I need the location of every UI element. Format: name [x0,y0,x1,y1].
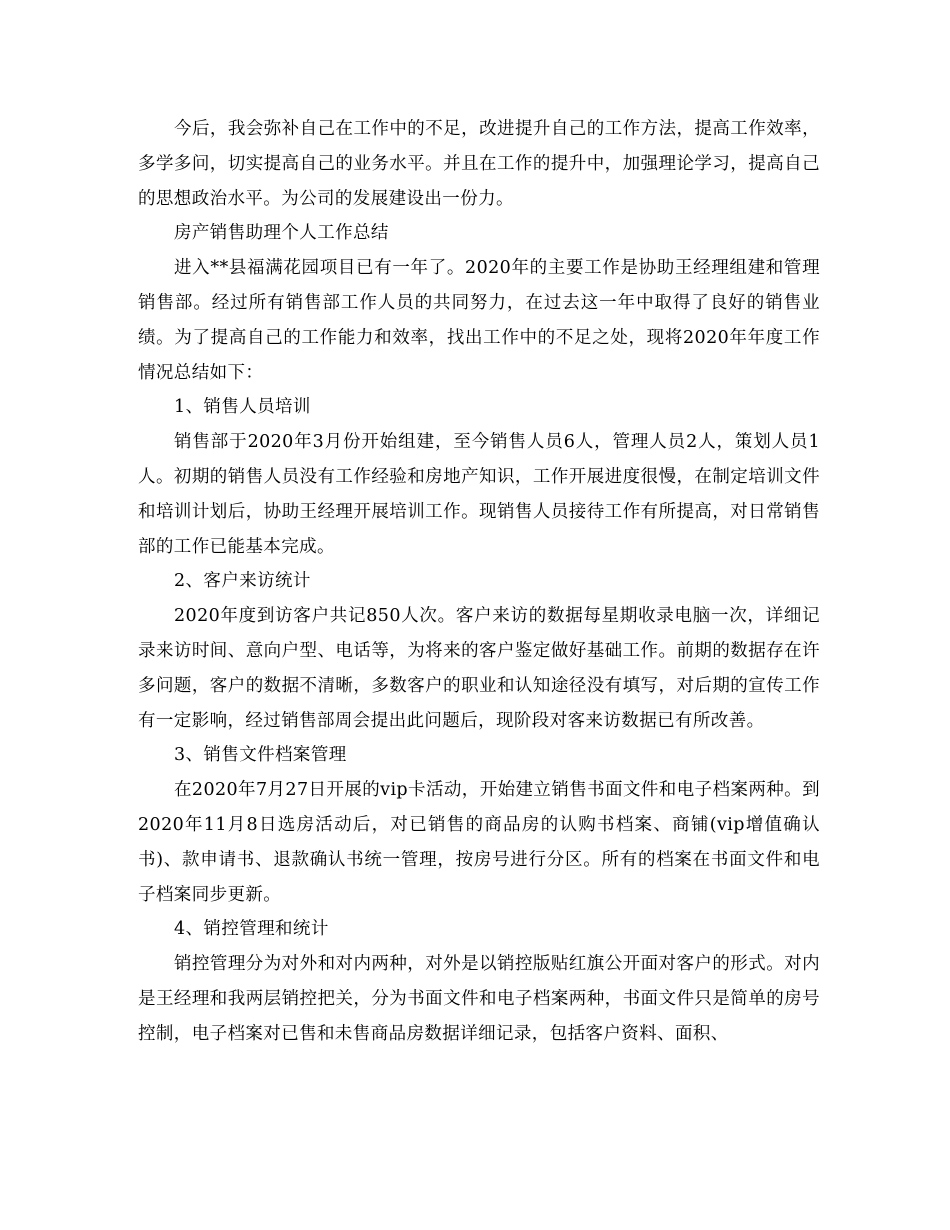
paragraph-file-management: 在2020年7月27日开展的vip卡活动，开始建立销售书面文件和电子档案两种。到2020年11月8日选房活动后，对已销售的商品房的认购书档案、商铺(vip增值确认书)、款申请书、退款确认书统一管理，按房号进行分区。所有的档案在书面文件和电子档案同步更新。 [138,780,820,905]
heading-sales-control: 4、销控管理和统计 [174,919,329,940]
document-body [138,112,820,1052]
section-title: 房产销售助理个人工作总结 [174,223,389,244]
paragraph-closing-remarks: 今后，我会弥补自己在工作中的不足，改进提升自己的工作方法，提高工作效率，多学多问，切实提高自己的业务水平。并且在工作的提升中，加强理论学习，提高自己的思想政治水平。为公司的发展建设出一份力。 [138,119,820,209]
paragraph-sales-control: 销控管理分为对外和对内两种，对外是以销控版贴红旗公开面对客户的形式。对内是王经理和我两层销控把关，分为书面文件和电子档案两种，书面文件只是简单的房号控制，电子档案对已售和未售商品房数据详细记录，包括客户资料、面积、 [138,954,820,1044]
paragraph-intro: 进入**县福满花园项目已有一年了。2020年的主要工作是协助王经理组建和管理销售部。经过所有销售部工作人员的共同努力，在过去这一年中取得了良好的销售业绩。为了提高自己的工作能力和效率，找出工作中的不足之处，现将2020年年度工作情况总结如下： [138,258,820,383]
paragraph-visitor-stats: 2020年度到访客户共记850人次。客户来访的数据每星期收录电脑一次，详细记录来访时间、意向户型、电话等，为将来的客户鉴定做好基础工作。前期的数据存在许多问题，客户的数据不清晰，多数客户的职业和认知途径没有填写，对后期的宣传工作有一定影响，经过销售部周会提出此问题后，现阶段对客来访数据已有所改善。 [138,606,820,731]
heading-visitor-stats: 2、客户来访统计 [174,571,311,592]
heading-sales-training: 1、销售人员培训 [174,397,311,418]
heading-file-management: 3、销售文件档案管理 [174,745,347,766]
paragraph-sales-training: 销售部于2020年3月份开始组建，至今销售人员6人，管理人员2人，策划人员1人。初期的销售人员没有工作经验和房地产知识，工作开展进度很慢，在制定培训文件和培训计划后，协助王经理开展培训工作。现销售人员接待工作有所提高，对日常销售部的工作已能基本完成。 [138,432,820,557]
